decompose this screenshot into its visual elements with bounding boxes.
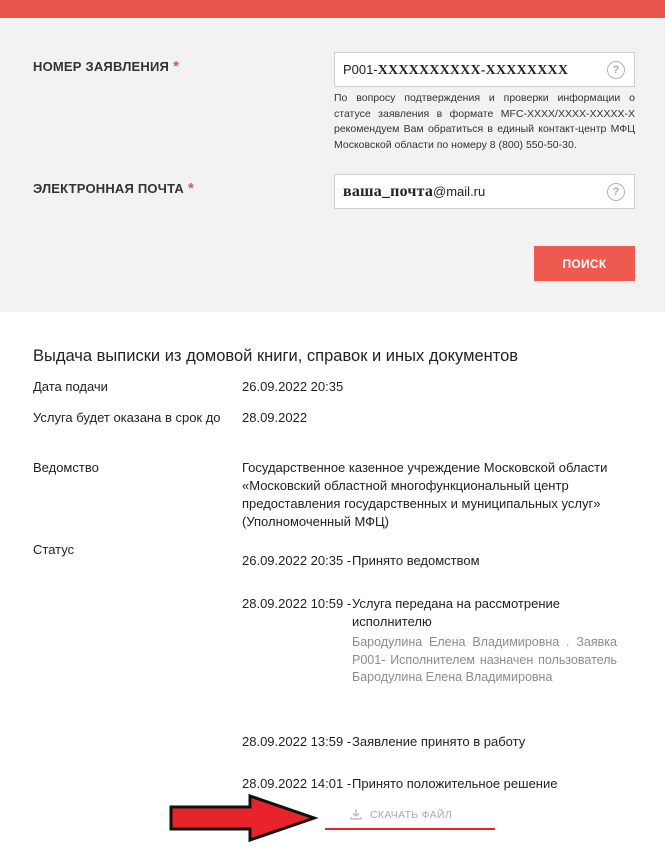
submitted-label: Дата подачи	[33, 379, 108, 394]
submitted-value: 26.09.2022 20:35	[242, 379, 344, 394]
email-label: ЭЛЕКТРОННАЯ ПОЧТА *	[33, 180, 195, 197]
agency-value: Государственное казенное учреждение Московской области «Московский областной многофункциональный центр предоставления государственных и муниципальных услуг» (Уполномоченный МФЦ)	[242, 460, 608, 529]
application-number-label: НОМЕР ЗАЯВЛЕНИЯ *	[33, 58, 180, 75]
deadline-value: 28.09.2022	[242, 410, 308, 425]
status-label: Статус	[33, 542, 75, 557]
service-title: Выдача выписки из домовой книги, справок и иных документов	[33, 347, 519, 365]
search-button[interactable]: ПОИСК	[534, 246, 635, 281]
status-text: Принято ведомством	[352, 553, 480, 568]
required-mark: *	[187, 180, 195, 197]
status-date: 26.09.2022 20:35 -	[242, 553, 352, 568]
status-note: Бародулина Елена Владимировна . Заявка Р001- Исполнителем назначен пользователь Бародулина Елена Владимировна	[352, 635, 617, 684]
download-icon	[350, 808, 362, 820]
top-accent-bar	[0, 0, 665, 18]
help-icon[interactable]: ?	[607, 61, 625, 79]
download-file-link[interactable]	[325, 806, 495, 830]
download-label: СКАЧАТЬ ФАЙЛ	[370, 809, 453, 821]
status-date: 28.09.2022 14:01 -	[242, 776, 352, 791]
email-value: ваша_почта@mail.ru	[343, 183, 486, 200]
application-number-value: Р001-XXXXXXXXXX-XXXXXXXX	[343, 62, 569, 78]
application-number-input[interactable]	[334, 52, 635, 87]
help-icon[interactable]: ?	[607, 183, 625, 201]
status-date: 28.09.2022 10:59 -	[242, 596, 352, 611]
email-input[interactable]	[334, 174, 635, 209]
status-text: Услуга передана на рассмотрение исполнителю	[352, 596, 560, 629]
status-text: Заявление принято в работу	[352, 734, 526, 749]
status-text: Принято положительное решение	[352, 776, 558, 791]
required-mark: *	[173, 58, 180, 75]
deadline-label: Услуга будет оказана в срок до	[33, 410, 221, 425]
agency-label: Ведомство	[33, 460, 99, 475]
application-number-hint: По вопросу подтверждения и проверки информации о статусе заявления в формате MFC-XXXX/XXXX-XXXXX-X рекомендуем Вам обратиться в единый контакт-центр МФЦ Московской области по номеру 8 (800) 550-50-30.	[334, 92, 635, 151]
status-date: 28.09.2022 13:59 -	[242, 734, 352, 749]
annotation-arrow-icon	[168, 793, 318, 843]
